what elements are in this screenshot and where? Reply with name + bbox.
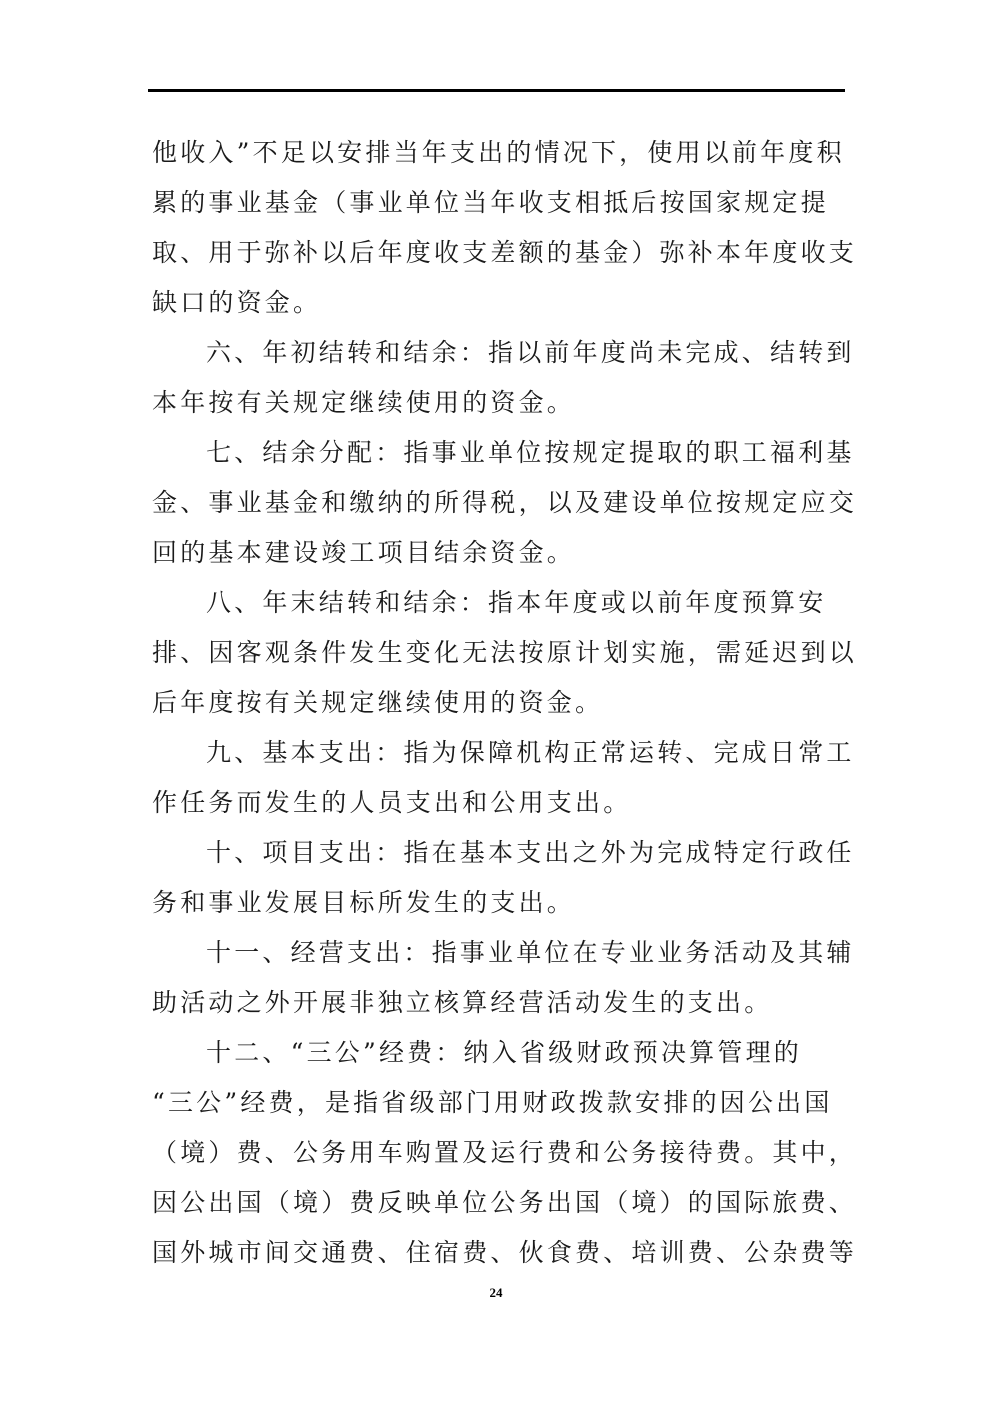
header-rule <box>148 89 845 92</box>
paragraph-item-11 <box>152 928 855 1028</box>
text-line: 后年度按有关规定继续使用的资金。 <box>152 688 604 717</box>
text-line: 本年按有关规定继续使用的资金。 <box>152 388 576 417</box>
text-line: 务和事业发展目标所发生的支出。 <box>152 888 576 917</box>
text-line: 因公出国（境）费反映单位公务出国（境）的国际旅费、 <box>152 1188 858 1217</box>
text-line: 回的基本建设竣工项目结余资金。 <box>152 538 576 567</box>
text-line: 九、基本支出：指为保障机构正常运转、完成日常工 <box>206 738 855 767</box>
paragraph-continuation <box>152 128 858 328</box>
text-line: 十一、经营支出：指事业单位在专业业务活动及其辅 <box>206 938 855 967</box>
paragraph-item-10 <box>152 828 855 928</box>
text-line: 缺口的资金。 <box>152 288 322 317</box>
text-line: 助活动之外开展非独立核算经营活动发生的支出。 <box>152 988 773 1017</box>
text-line: 取、用于弥补以后年度收支差额的基金）弥补本年度收支 <box>152 238 858 267</box>
paragraph-item-9 <box>152 728 855 828</box>
text-line: 七、结余分配：指事业单位按规定提取的职工福利基 <box>206 438 855 467</box>
text-line: 八、年末结转和结余：指本年度或以前年度预算安 <box>206 588 827 617</box>
text-line: 十、项目支出：指在基本支出之外为完成特定行政任 <box>206 838 855 867</box>
text-line: （境）费、公务用车购置及运行费和公务接待费。其中， <box>152 1138 858 1167</box>
text-line: 金、事业基金和缴纳的所得税，以及建设单位按规定应交 <box>152 488 858 517</box>
text-line: 六、年初结转和结余：指以前年度尚未完成、结转到 <box>206 338 855 367</box>
text-line: “三公”经费，是指省级部门用财政拨款安排的因公出国 <box>152 1088 833 1117</box>
text-line: 他收入”不足以安排当年支出的情况下，使用以前年度积 <box>152 138 845 167</box>
paragraph-item-12 <box>152 1028 858 1278</box>
paragraph-item-6 <box>152 328 855 428</box>
paragraph-item-8 <box>152 578 858 728</box>
document-body <box>152 128 858 1278</box>
text-line: 国外城市间交通费、住宿费、伙食费、培训费、公杂费等 <box>152 1238 858 1267</box>
page-number: 24 <box>489 1285 503 1300</box>
paragraph-item-7 <box>152 428 858 578</box>
text-line: 排、因客观条件发生变化无法按原计划实施，需延迟到以 <box>152 638 858 667</box>
text-line: 作任务而发生的人员支出和公用支出。 <box>152 788 632 817</box>
text-line: 累的事业基金（事业单位当年收支相抵后按国家规定提 <box>152 188 829 217</box>
text-line: 十二、“三公”经费：纳入省级财政预决算管理的 <box>206 1038 802 1067</box>
